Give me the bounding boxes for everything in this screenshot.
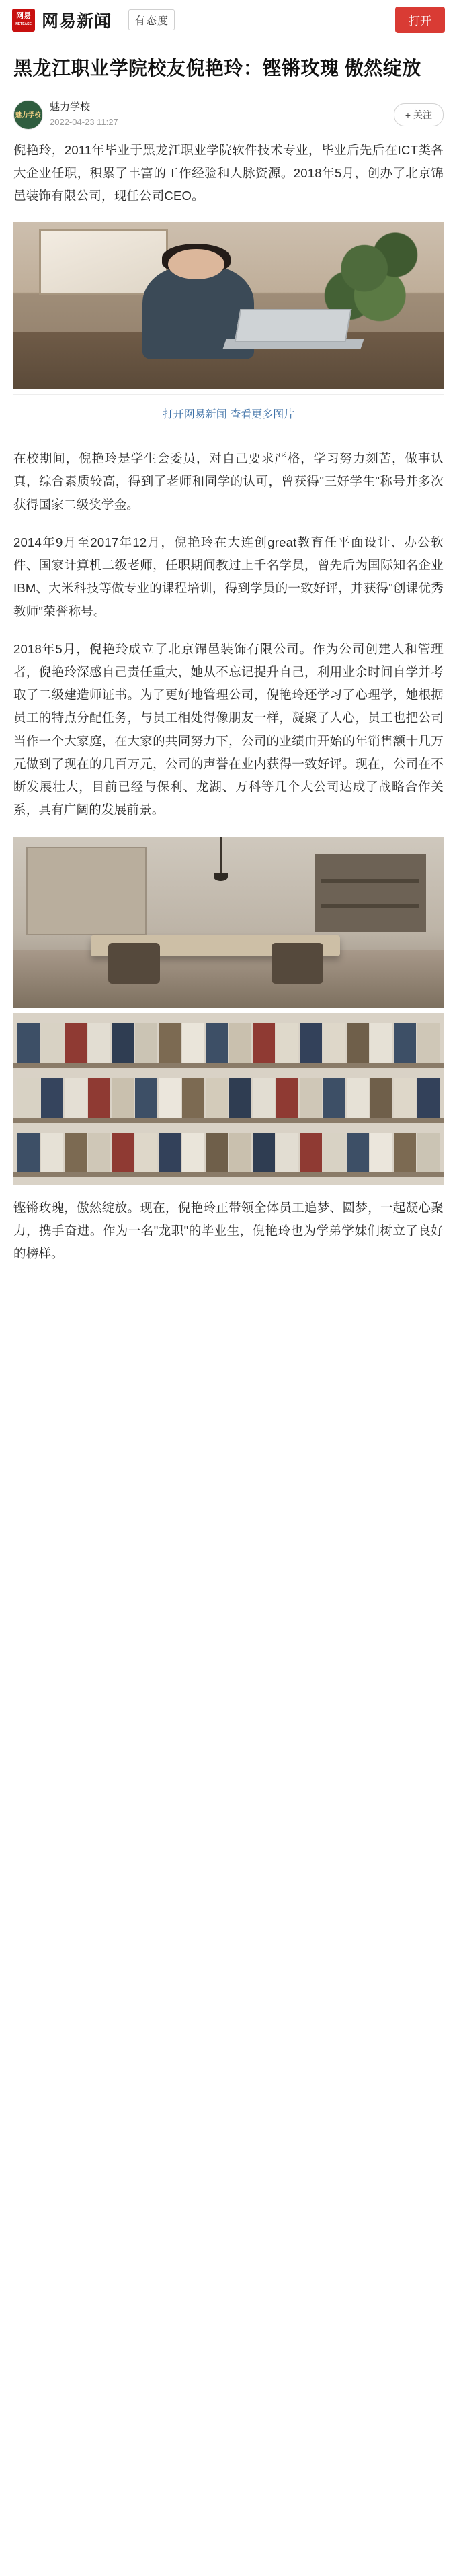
article-body <box>0 40 457 1265</box>
photo2-chair-left <box>108 943 160 984</box>
photo3-shelf-row-1 <box>13 1017 444 1068</box>
avatar[interactable]: 魅力学校 <box>13 100 43 130</box>
office-meeting-room-image[interactable] <box>13 837 444 1008</box>
netease-logo-mark <box>12 9 35 32</box>
document-binder-shelves-image[interactable] <box>13 1013 444 1185</box>
brand-name: 网易新闻 <box>42 11 112 31</box>
photo2-floor <box>13 950 444 1008</box>
figure-3 <box>13 1013 444 1185</box>
photo2-pendant-lamp <box>220 837 222 874</box>
photo3-shelf-row-3 <box>13 1126 444 1178</box>
logo-mark-line2: NETEASE <box>15 21 32 26</box>
photo2-shelf <box>315 854 426 932</box>
photo1-person-head <box>168 249 224 279</box>
photo1-laptop-screen <box>234 309 351 342</box>
top-bar <box>0 0 457 40</box>
source-row <box>13 96 444 139</box>
source-name[interactable]: 魅力学校 <box>50 101 91 113</box>
photo2-chair-right <box>272 943 323 984</box>
paragraph-2: 在校期间，倪艳玲是学生会委员，对自己要求严格，学习努力刻苦，做事认真，综合素质较高，得到了老师和同学的认可，曾获得"三好学生"称号并多次获得国家二级奖学金。 <box>13 451 444 512</box>
source-meta <box>50 101 118 129</box>
slogan-badge: 有态度 <box>128 9 175 30</box>
logo-mark-line1: 网易 <box>16 11 31 20</box>
photo3-shelf-row-2 <box>13 1071 444 1123</box>
paragraph-5: 铿锵玫瑰，傲然绽放。现在，倪艳玲正带领全体员工追梦、圆梦，一起凝心聚力，携手奋进。作为一名"龙职"的毕业生，倪艳玲也为学弟学妹们树立了良好的榜样。 <box>13 1200 444 1260</box>
follow-button[interactable]: + 关注 <box>394 103 444 126</box>
netease-logo[interactable] <box>12 8 112 32</box>
paragraph-3: 2014年9月至2017年12月，倪艳玲在大连创great教育任平面设计、办公软件、国家计算机二级老师，任职期间教过上千名学员，曾先后为国际知名企业IBM、大米科技等做专业的课程培训，得到学员的一致好评，并获得"创课优秀教师"荣誉称号。 <box>13 535 444 618</box>
photo2-wall-panel <box>26 847 147 936</box>
woman-working-on-laptop-image[interactable] <box>13 222 444 389</box>
figure-1 <box>13 222 444 389</box>
view-more-images-link[interactable]: 打开网易新闻 查看更多图片 <box>13 394 444 432</box>
publish-timestamp: 2022-04-23 11:27 <box>50 116 118 127</box>
page-title: 黑龙江职业学院校友倪艳玲：铿锵玫瑰 傲然绽放 <box>13 58 421 79</box>
figure-2 <box>13 837 444 1008</box>
paragraph-1: 倪艳玲，2011年毕业于黑龙江职业学院软件技术专业，毕业后先后在ICT类各大企业任职，积累了丰富的工作经验和人脉资源。2018年5月，创办了北京锦邑装饰有限公司，现任公司CEO。 <box>13 142 444 203</box>
paragraph-4: 2018年5月，倪艳玲成立了北京锦邑装饰有限公司。作为公司创建人和管理者，倪艳玲深感自己责任重大，她从不忘记提升自己，利用业余时间自学并考取了二级建造师证书。为了更好地管理公司，倪艳玲还学习了心理学，她根据员工的特点分配任务，与员工相处得像朋友一样，凝聚了人心，员工也把公司当作一个大家庭，在大家的共同努力下，公司的业绩由开始的年销售额十几万元做到了现在的几百万元，公司的声誉在业内获得一致好评。现在，公司在不断发展壮大，目前已经与保利、龙湖、万科等几个大公司达成了战略合作关系，具有广阔的发展前景。 <box>13 641 444 817</box>
open-app-button[interactable]: 打开 <box>395 7 445 33</box>
